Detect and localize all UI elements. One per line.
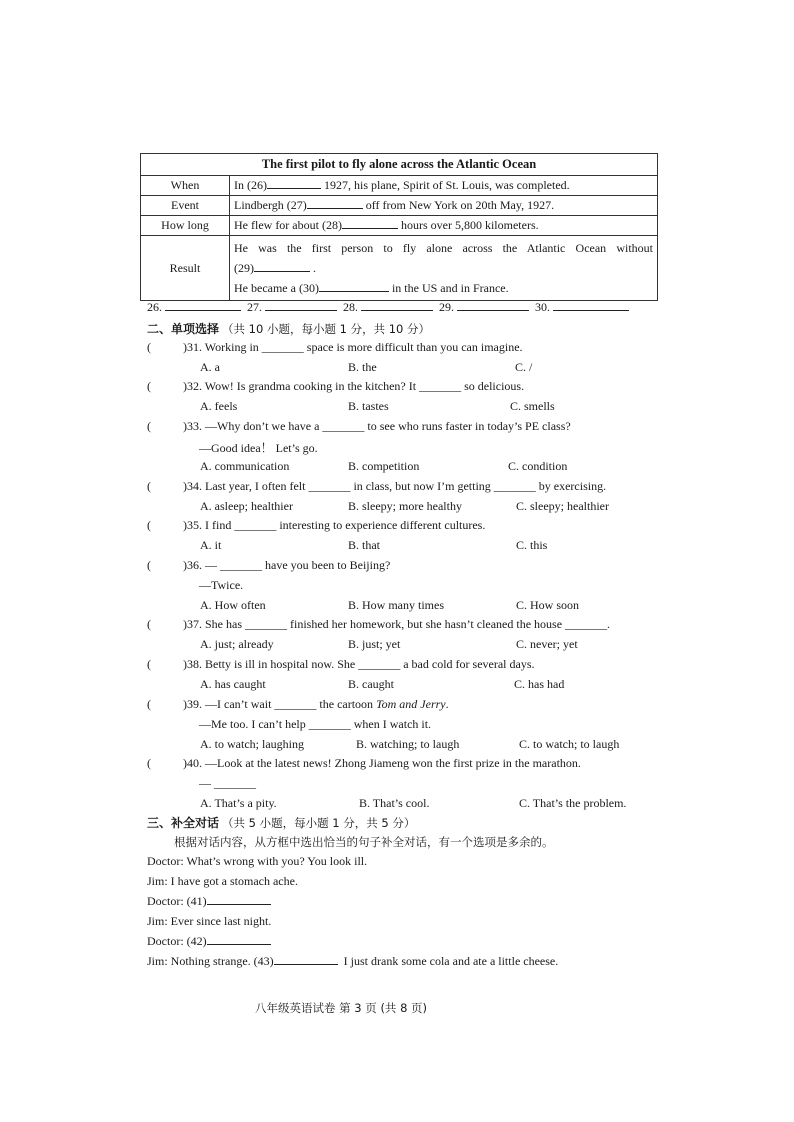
option-b: B. that xyxy=(348,538,380,552)
question-stem: )32. Wow! Is grandma cooking in the kitchen? It _______ so delicious. xyxy=(183,379,525,393)
table-title: The first pilot to fly alone across the Atlantic Ocean xyxy=(141,154,658,176)
question-stem: )34. Last year, I often felt _______ in class, but now I’m getting _______ by exercising. xyxy=(183,479,607,493)
option-a: A. communication xyxy=(200,459,290,473)
question-paren: ( xyxy=(147,379,151,393)
option-b: B. watching; to laugh xyxy=(356,737,460,751)
row-label: Event xyxy=(141,196,230,216)
question-paren: ( xyxy=(147,657,151,671)
option-a: A. asleep; healthier xyxy=(200,499,293,513)
row-label: When xyxy=(141,176,230,196)
question-paren: ( xyxy=(147,518,151,532)
table-row xyxy=(141,236,658,301)
row-content: Lindbergh (27) off from New York on 20th May, 1927. xyxy=(230,196,658,216)
dialog-line: Doctor: (41) xyxy=(147,894,271,909)
option-b: B. tastes xyxy=(348,399,389,413)
question-stem: )37. She has _______ finished her homework, but she hasn’t cleaned the house _______. xyxy=(183,617,611,631)
option-b: B. How many times xyxy=(348,598,444,612)
question-stem: )36. — _______ have you been to Beijing? xyxy=(183,558,391,572)
option-b: B. competition xyxy=(348,459,420,473)
row-label: Result xyxy=(141,236,230,301)
question-paren: ( xyxy=(147,479,151,493)
option-b: B. caught xyxy=(348,677,394,691)
option-a: A. How often xyxy=(200,598,266,612)
dialog-line: Jim: Ever since last night. xyxy=(147,914,272,928)
section2-heading: 二、单项选择 （共 10 小题，每小题 1 分，共 10 分） xyxy=(147,322,431,336)
option-c: C. never; yet xyxy=(516,637,578,651)
question-paren: ( xyxy=(147,617,151,631)
answer-line: 26. 27. 28. 29. 30. xyxy=(147,300,629,315)
question-paren: ( xyxy=(147,756,151,770)
table-row xyxy=(141,196,658,216)
option-c: C. condition xyxy=(508,459,568,473)
option-b: B. That’s cool. xyxy=(359,796,430,810)
question-stem-line2: —Twice. xyxy=(199,578,244,592)
question-paren: ( xyxy=(147,340,151,354)
question-stem: )38. Betty is ill in hospital now. She _______ a bad cold for several days. xyxy=(183,657,535,671)
dialog-line: Doctor: What’s wrong with you? You look ill. xyxy=(147,854,368,868)
question-stem: )33. —Why don’t we have a _______ to see who runs faster in today’s PE class? xyxy=(183,419,571,433)
section3-heading: 三、补全对话 （共 5 小题，每小题 1 分，共 5 分） xyxy=(147,816,416,830)
option-c: C. That’s the problem. xyxy=(519,796,627,810)
option-c: C. / xyxy=(515,360,533,374)
option-a: A. feels xyxy=(200,399,238,413)
option-a: A. That’s a pity. xyxy=(200,796,277,810)
question-stem: )35. I find _______ interesting to experience different cultures. xyxy=(183,518,486,532)
option-c: C. smells xyxy=(510,399,555,413)
table-row xyxy=(141,176,658,196)
question-stem: )31. Working in _______ space is more difficult than you can imagine. xyxy=(183,340,523,354)
option-a: A. has caught xyxy=(200,677,266,691)
row-label: How long xyxy=(141,216,230,236)
option-b: B. the xyxy=(348,360,377,374)
question-stem: )40. —Look at the latest news! Zhong Jiameng won the first prize in the marathon. xyxy=(183,756,581,770)
option-a: A. to watch; laughing xyxy=(200,737,304,751)
option-b: B. sleepy; more healthy xyxy=(348,499,462,513)
question-stem: )39. —I can’t wait _______ the cartoon Tom and Jerry. xyxy=(183,697,449,711)
dialog-line: Doctor: (42) xyxy=(147,934,271,949)
question-stem-line2: — _______ xyxy=(199,776,256,790)
option-a: A. a xyxy=(200,360,220,374)
info-table xyxy=(140,153,658,301)
option-c: C. sleepy; healthier xyxy=(516,499,609,513)
row-content: In (26) 1927, his plane, Spirit of St. Louis, was completed. xyxy=(230,176,658,196)
row-content: He flew for about (28) hours over 5,800 kilometers. xyxy=(230,216,658,236)
question-stem-line2: —Good idea！ Let’s go. xyxy=(199,441,318,455)
option-c: C. to watch; to laugh xyxy=(519,737,620,751)
option-c: C. this xyxy=(516,538,548,552)
table-row xyxy=(141,216,658,236)
question-stem-line2: —Me too. I can’t help _______ when I watch it. xyxy=(199,717,432,731)
row-content: He was the first person to fly alone across the Atlantic Ocean without (29) . He became a (30) in the US and in France. xyxy=(230,236,658,301)
section3-instruction: 根据对话内容，从方框中选出恰当的句子补全对话，有一个选项是多余的。 xyxy=(174,835,554,849)
option-a: A. it xyxy=(200,538,222,552)
page-footer: 八年级英语试卷 第 3 页 (共 8 页) xyxy=(255,1001,428,1015)
option-a: A. just; already xyxy=(200,637,274,651)
dialog-line: Jim: Nothing strange. (43) I just drank some cola and ate a little cheese. xyxy=(147,954,559,968)
question-paren: ( xyxy=(147,558,151,572)
option-b: B. just; yet xyxy=(348,637,401,651)
dialog-line: Jim: I have got a stomach ache. xyxy=(147,874,298,888)
option-c: C. has had xyxy=(514,677,565,691)
question-paren: ( xyxy=(147,419,151,433)
option-c: C. How soon xyxy=(516,598,580,612)
question-paren: ( xyxy=(147,697,151,711)
